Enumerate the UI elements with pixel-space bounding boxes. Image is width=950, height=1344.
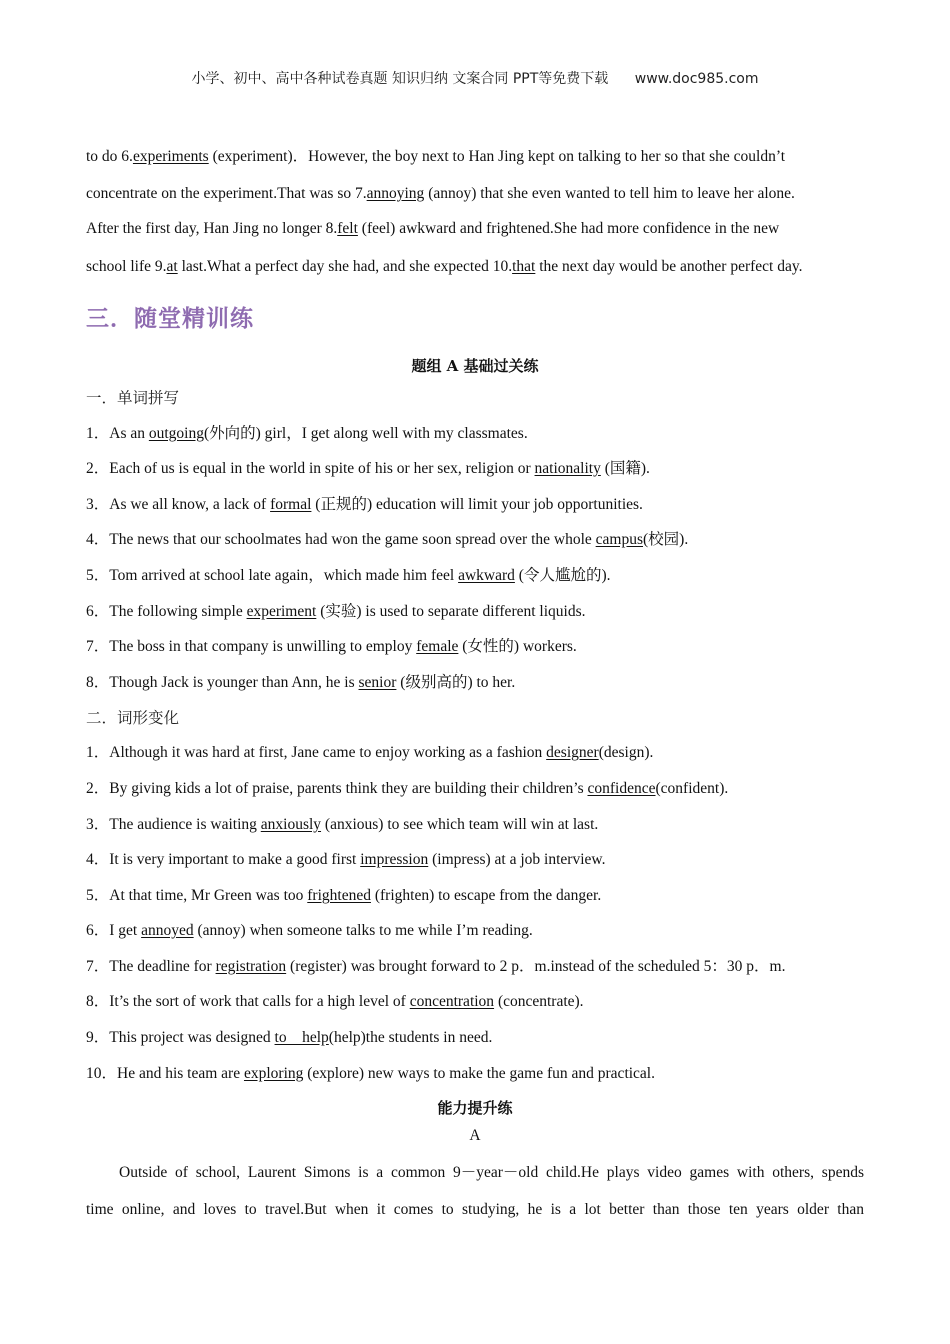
- passage-top-line-4: [86, 257, 864, 277]
- ability-title: 能力提升练: [437, 1099, 513, 1117]
- text-segment: 1．As an: [86, 425, 149, 442]
- text-segment: 1．Although it was hard at first, Jane came to enjoy working as a fashion: [86, 744, 547, 761]
- part2-item-1: [86, 743, 653, 763]
- answer-blank: that: [512, 258, 536, 275]
- text-segment: (annoy) when someone talks to me while I’m reading.: [193, 922, 533, 939]
- text-segment: (级别高的) to her.: [396, 674, 516, 691]
- answer-blank: at: [166, 258, 178, 275]
- answer-blank: senior: [358, 674, 397, 691]
- part2-item-3: [86, 815, 598, 835]
- text-segment: (register) was brought forward to 2 p．m.instead of the scheduled 5：30 p．m.: [286, 958, 786, 975]
- part2-item-9: [86, 1028, 492, 1048]
- text-segment: 3．As we all know, a lack of: [86, 496, 271, 513]
- text-segment: (正规的) education will limit your job opportunities.: [311, 496, 643, 513]
- answer-blank: to help: [274, 1029, 329, 1046]
- header-site: www.doc985.com: [634, 71, 759, 87]
- text-segment: 5．At that time, Mr Green was too: [86, 887, 308, 904]
- part1-title: 一．单词拼写: [86, 389, 180, 407]
- text-segment: 10．He and his team are: [86, 1065, 244, 1082]
- part2-item-5: [86, 886, 601, 906]
- passage-label: A: [469, 1127, 481, 1144]
- answer-blank: felt: [337, 220, 358, 237]
- part2-item-7: [86, 957, 786, 977]
- text-segment: to do 6.: [86, 148, 133, 165]
- answer-blank: formal: [270, 496, 312, 513]
- answer-blank: confidence: [587, 780, 656, 797]
- text-segment: 7．The deadline for: [86, 958, 216, 975]
- answer-blank: nationality: [534, 460, 601, 477]
- text-segment: concentrate on the experiment.That was so 7.: [86, 185, 367, 202]
- text-segment: 6．The following simple: [86, 603, 247, 620]
- text-segment: (help)the students in need.: [328, 1029, 493, 1046]
- answer-blank: designer: [546, 744, 599, 761]
- answer-blank: concentration: [409, 993, 495, 1010]
- text-segment: school life 9.: [86, 258, 167, 275]
- answer-blank: frightened: [307, 887, 371, 904]
- group-title: 题组 A 基础过关练: [411, 357, 539, 375]
- text-segment: 3．The audience is waiting: [86, 816, 261, 833]
- part1-item-6: [86, 602, 586, 622]
- part2-item-4: [86, 850, 605, 870]
- text-segment: (校园).: [643, 531, 689, 548]
- text-segment: (annoy) that she even wanted to tell him to leave her alone.: [424, 185, 795, 202]
- part2-item-8: [86, 992, 584, 1012]
- part1-item-7: [86, 637, 577, 657]
- answer-blank: impression: [360, 851, 429, 868]
- part2-title: 二．词形变化: [86, 709, 180, 727]
- answer-blank: annoying: [366, 185, 425, 202]
- part1-item-4: [86, 530, 688, 550]
- part1-item-1: [86, 424, 528, 444]
- answer-blank: exploring: [243, 1065, 304, 1082]
- text-segment: 2．By giving kids a lot of praise, parents think they are building their children’s: [86, 780, 588, 797]
- text-segment: (anxious) to see which team will win at last.: [321, 816, 599, 833]
- section-title: 三．随堂精训练: [86, 306, 254, 332]
- passage-bottom-line-1: Outside of school, Laurent Simons is a common 9－year－old child.He plays video games with others, spends: [119, 1164, 864, 1181]
- text-segment: (实验) is used to separate different liquids.: [316, 603, 586, 620]
- passage-top-line-2: [86, 184, 864, 204]
- text-segment: (女性的) workers.: [458, 638, 577, 655]
- text-segment: (design).: [598, 744, 654, 761]
- text-segment: After the first day, Han Jing no longer 8.: [86, 220, 338, 237]
- text-segment: (frighten) to escape from the danger.: [370, 887, 602, 904]
- text-segment: the next day would be another perfect day.: [535, 258, 803, 275]
- text-segment: (feel) awkward and frightened.She had more confidence in the new: [357, 220, 780, 237]
- answer-blank: anxiously: [260, 816, 322, 833]
- part2-item-10: [86, 1064, 655, 1084]
- text-segment: (impress) at a job interview.: [428, 851, 606, 868]
- text-segment: 7．The boss in that company is unwilling to employ: [86, 638, 417, 655]
- text-segment: 9．This project was designed: [86, 1029, 275, 1046]
- part1-item-2: [86, 459, 650, 479]
- text-segment: (令人尴尬的).: [514, 567, 611, 584]
- part1-item-8: [86, 673, 515, 693]
- answer-blank: campus: [595, 531, 644, 548]
- text-segment: (concentrate).: [494, 993, 584, 1010]
- header-text: 小学、初中、高中各种试卷真题 知识归纳 文案合同 PPT等免费下载: [191, 71, 609, 87]
- text-segment: last.What a perfect day she had, and she expected 10.: [177, 258, 513, 275]
- part2-item-6: [86, 921, 533, 941]
- text-segment: (confident).: [655, 780, 729, 797]
- text-segment: (国籍).: [600, 460, 650, 477]
- text-segment: 8．It’s the sort of work that calls for a high level of: [86, 993, 410, 1010]
- text-segment: 4．The news that our schoolmates had won the game soon spread over the whole: [86, 531, 596, 548]
- part2-item-2: [86, 779, 728, 799]
- text-segment: 8．Though Jack is younger than Ann, he is: [86, 674, 359, 691]
- answer-blank: annoyed: [141, 922, 194, 939]
- answer-blank: experiments: [132, 148, 209, 165]
- answer-blank: outgoing: [148, 425, 204, 442]
- text-segment: 2．Each of us is equal in the world in spite of his or her sex, religion or: [86, 460, 535, 477]
- text-segment: (experiment)．However, the boy next to Han Jing kept on talking to her so that she couldn’t: [208, 148, 786, 165]
- passage-top-line-1: [86, 147, 864, 167]
- answer-blank: female: [416, 638, 459, 655]
- passage-top-line-3: [86, 219, 864, 239]
- part1-item-5: [86, 566, 610, 586]
- text-segment: 6．I get: [86, 922, 142, 939]
- text-segment: (外向的) girl，I get along well with my classmates.: [203, 425, 528, 442]
- answer-blank: awkward: [458, 567, 515, 584]
- answer-blank: experiment: [246, 603, 317, 620]
- page-header: [0, 68, 950, 88]
- text-segment: 4．It is very important to make a good first: [86, 851, 361, 868]
- answer-blank: registration: [215, 958, 287, 975]
- text-segment: (explore) new ways to make the game fun and practical.: [303, 1065, 655, 1082]
- part1-item-3: [86, 495, 643, 515]
- text-segment: 5．Tom arrived at school late again，which made him feel: [86, 567, 459, 584]
- passage-bottom-line-2: time online, and loves to travel.But when it comes to studying, he is a lot better than those ten years older than: [86, 1201, 864, 1218]
